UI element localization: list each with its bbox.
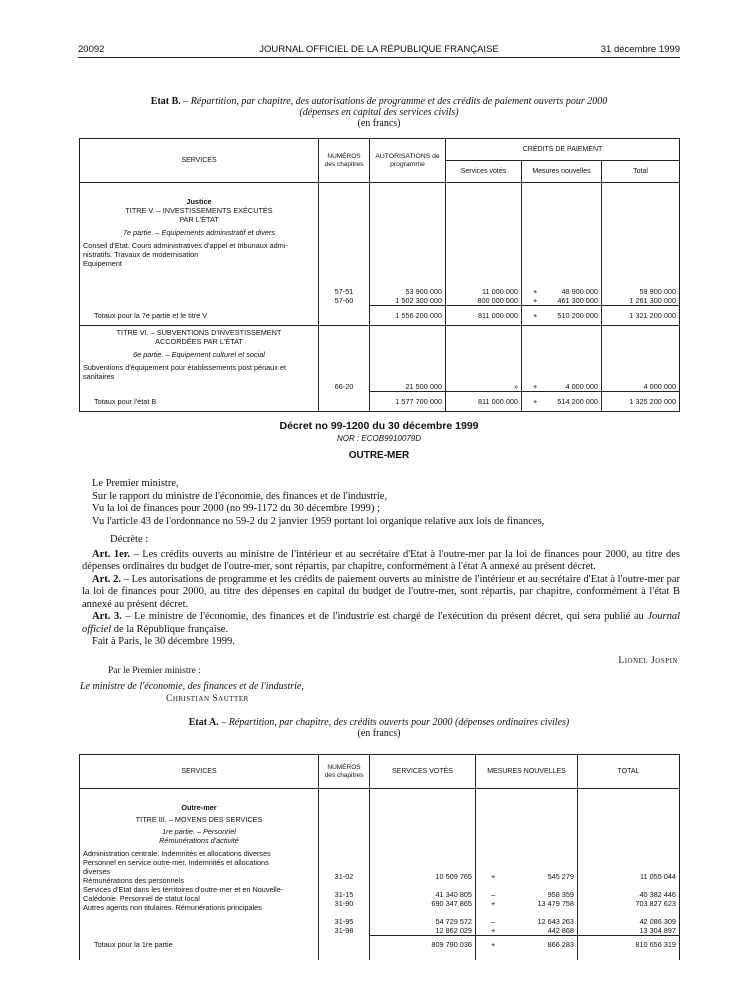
row3-mn: 4 000 000 — [565, 382, 598, 391]
row-a3-mn: 13 479 758 — [537, 899, 574, 908]
row1-label-2: nistratifs. Travaux de modernisation — [83, 250, 199, 259]
titre-v-line1: TITRE V. – INVESTISSEMENTS EXÉCUTÉS — [125, 206, 273, 215]
col-mesures-nouvelles: Mesures nouvelles — [522, 161, 602, 183]
partie-7: 7e partie. – Equipements administratif et divers — [122, 228, 276, 237]
row1-auth: 53 900 000 — [405, 287, 442, 296]
row-a2-total: 40 382 446 — [639, 890, 676, 899]
titre-v-line2: PAR L'ÉTAT — [179, 215, 219, 224]
row1-total: 59 900 000 — [639, 287, 677, 296]
row1-sv: 11 000 000 — [482, 287, 518, 296]
journal-title: JOURNAL OFFICIEL DE LA RÉPUBLIQUE FRANÇAISE — [259, 44, 499, 55]
art3-text-c: de la République française. — [111, 623, 229, 635]
col-services-votes: Services votés — [446, 161, 522, 183]
section-title: Outre-mer — [181, 803, 217, 812]
tot1-label: Totaux pour la 1re partie — [94, 939, 173, 949]
row3-label-2: sanitaires — [83, 372, 115, 381]
col-total: Total — [602, 161, 680, 183]
etat-b-caption-line2: (dépenses en capital des services civils) — [299, 107, 459, 118]
col-numeros: NUMÉROS des chapitres — [319, 755, 370, 789]
row1-mn: 48 900 000 — [561, 287, 598, 296]
row2-sv: 800 000 000 — [477, 296, 518, 305]
decret-p1: Le Premier ministre, — [92, 478, 179, 489]
row3-sv: » — [513, 382, 518, 391]
row-a2-label-2: diverses — [83, 867, 111, 876]
row-a2-label-1: Personnel en service outre-mer. Indemnités et allocations — [83, 858, 269, 867]
table-row — [80, 392, 680, 412]
titre-vi-line1: TITRE VI. – SUBVENTIONS D'INVESTISSEMENT — [116, 328, 282, 337]
row-a4-mn: 12 643 263 — [537, 917, 574, 926]
row-a4-label-1: Services d'Etat dans les territoires d'outre-mer et en Nouvelle- — [83, 885, 284, 894]
col-credits: CRÉDITS DE PAIEMENT — [446, 139, 680, 161]
par-le-premier-ministre: Par le Premier ministre : — [108, 666, 201, 676]
totb-auth: 1 577 700 000 — [395, 397, 442, 406]
art-1 — [82, 549, 680, 574]
col-services: SERVICES — [80, 139, 319, 183]
etat-a-caption-line2: (en francs) — [357, 728, 401, 739]
row-a1-mn: 545 279 — [547, 872, 574, 881]
ministre-name: Christian Sautter — [166, 694, 249, 704]
row-a4-sign: – — [491, 917, 496, 926]
row-a5-mn: 442 868 — [547, 926, 574, 935]
tot1-sv: 809 790 036 — [431, 940, 472, 949]
table-row — [80, 789, 680, 936]
row2-label: Equipement — [83, 259, 122, 268]
col-mesures-nouvelles: MESURES NOUVELLES — [476, 755, 578, 789]
decret-p3: Vu la loi de finances pour 2000 (no 99-1172 du 30 décembre 1999) ; — [92, 503, 380, 514]
col-total: TOTAL — [578, 755, 680, 789]
decret-decrete: Décrète : — [110, 534, 149, 545]
row-a4-sv: 54 729 572 — [435, 917, 472, 926]
etat-a-caption-line1: – Répartition, par chapitre, des crédits ouverts pour 2000 (dépenses ordinaires civiles) — [218, 717, 570, 728]
page-number: 20092 — [78, 44, 105, 55]
row-a3-chap: 31-90 — [334, 899, 354, 908]
tot7-label: Totaux pour la 7e partie et le titre V — [94, 310, 208, 320]
tot7-sv: 811 000 000 — [477, 311, 518, 320]
etat-b-caption-line1: – Répartition, par chapitre, des autorisations de programme et des crédits de paiement ouverts pour 2000 — [180, 96, 608, 107]
decret-body — [82, 478, 680, 649]
decret-p4: Vu l'article 43 de l'ordonnance no 59-2 du 2 janvier 1959 portant loi organique relative aux lois de finances, — [92, 515, 545, 527]
table-row — [80, 326, 680, 392]
row3-label-1: Subventions d'équipement pour établissements post pénaux et — [83, 363, 287, 372]
row2-chap: 57-60 — [334, 296, 354, 305]
decret-p2: Sur le rapport du ministre de l'économie, des finances et de l'industrie, — [92, 490, 388, 502]
signature-pm: Lionel Jospin — [618, 656, 678, 666]
decret-heading: OUTRE-MER — [348, 450, 410, 461]
etat-a-label: Etat A. — [188, 717, 219, 728]
row-a1-total: 11 055 044 — [640, 872, 676, 881]
art1-text: – Les crédits ouverts au ministre de l'intérieur et au secrétaire d'Etat à l'outre-mer par la loi de finances pour 2000, au titre des dépenses ordinaires du budget de l'outre-mer, sont répartis, par chapitre, conformément à l'état A annexé au présent décret. — [82, 548, 680, 572]
row-a4-chap: 31-95 — [334, 917, 354, 926]
row-a3-sv: 690 347 865 — [431, 899, 472, 908]
row3-total: 4 000 000 — [643, 382, 677, 391]
row3-chap: 66-20 — [334, 382, 354, 391]
row1-label-1: Conseil d'Etat. Cours administratives d'appel et tribunaux admi- — [83, 241, 288, 250]
row-a4-label-2: Calédonie. Personnel de statut local — [83, 894, 200, 903]
row-a5-sv: 12 862 029 — [435, 926, 472, 935]
tot7-total: 1 321 200 000 — [629, 311, 677, 320]
decret-title: Décret no 99-1200 du 30 décembre 1999 — [279, 420, 479, 432]
tot1-mn: 866 283 — [547, 940, 574, 949]
header-rule — [78, 57, 680, 58]
row-a4-total: 42 086 309 — [639, 917, 676, 926]
row-a2-sv: 41 340 805 — [435, 890, 472, 899]
row2-auth: 1 502 300 000 — [395, 296, 442, 305]
art3-text-a: – Le ministre de l'économie, des finances et de l'industrie est chargé de l'exécution du présent décret, qui sera publié au — [121, 611, 648, 622]
row-a5-sign: + — [491, 926, 496, 935]
row-a5-total: 13 304 897 — [639, 926, 676, 935]
row-a1-sign: + — [491, 872, 496, 881]
etat-a-caption — [80, 717, 678, 739]
etat-b-caption-line3: (en francs) — [357, 118, 401, 129]
titre-vi-line2: ACCORDÉES PAR L'ÉTAT — [155, 337, 243, 346]
row-a5-label: Autres agents non titulaires. Rémunérations principales — [83, 903, 262, 912]
table-row — [80, 183, 680, 306]
totb-sign: + — [533, 397, 538, 406]
section-title: Justice — [186, 197, 212, 206]
row-a1-chap: 31-02 — [334, 872, 354, 881]
decret-fait: Fait à Paris, le 30 décembre 1999. — [92, 636, 235, 647]
row1-chap: 57-51 — [334, 287, 354, 296]
table-row — [80, 306, 680, 326]
row-a3-label: Rémunérations des personnels — [83, 876, 184, 885]
row-a5-chap: 31-98 — [334, 926, 354, 935]
row-a3-total: 703 827 623 — [635, 899, 676, 908]
tot1-sign: + — [491, 940, 496, 949]
tot1-total: 810 656 319 — [635, 940, 676, 949]
row-a1-label: Administration centrale. Indemnités et allocations diverses — [83, 849, 271, 858]
tot7-sign: + — [533, 311, 538, 320]
decret-nor: NOR : ECOB9910079D — [336, 434, 422, 443]
etat-b-table — [79, 138, 680, 412]
row-a2-mn: 958 359 — [547, 890, 574, 899]
totb-label: Totaux pour l'état B — [94, 396, 157, 406]
totb-total: 1 325 200 000 — [629, 397, 677, 406]
art1-label: Art. 1er. — [92, 548, 131, 560]
etat-b-label: Etat B. — [150, 96, 181, 107]
titre-iii: TITRE III. – MOYENS DES SERVICES — [135, 815, 263, 824]
col-services-votes: SERVICES VOTÉS — [370, 755, 476, 789]
row1-sign: + — [533, 287, 538, 296]
row3-sign: + — [533, 382, 538, 391]
row-a2-chap: 31-15 — [334, 890, 354, 899]
totb-sv: 811 000 000 — [477, 397, 518, 406]
art2-text: – Les autorisations de programme et les crédits de paiement ouverts au ministre de l'intérieur et au secrétaire d'Etat à l'outre-mer par la loi de finances pour 2000, au titre des dépenses en capital du budget de l'outre-mer, sont répartis, par chapitre, conformément à l'état B annexé au présent décret. — [82, 573, 680, 610]
partie-6: 6e partie. – Equipement culturel et social — [133, 350, 265, 359]
row-a1-sv: 10 509 765 — [435, 872, 472, 881]
tot7-auth: 1 556 200 000 — [395, 311, 442, 320]
row-a2-sign: – — [491, 890, 496, 899]
issue-date: 31 décembre 1999 — [600, 44, 680, 55]
row-a3-sign: + — [491, 899, 496, 908]
art-2 — [82, 574, 680, 612]
col-autorisations: AUTORISATIONS de programme — [370, 139, 446, 183]
etat-b-caption — [80, 96, 678, 129]
row2-sign: + — [533, 296, 538, 305]
etat-a-table — [79, 754, 680, 960]
ministre-title: Le ministre de l'économie, des finances et de l'industrie, — [80, 681, 304, 692]
row2-mn: 461 300 000 — [557, 296, 598, 305]
tot7-mn: 510 200 000 — [557, 311, 598, 320]
col-numeros: NUMÉROS des chapitres — [319, 139, 370, 183]
art-3 — [82, 611, 680, 636]
row3-auth: 21 500 000 — [405, 382, 442, 391]
art3-text-b: Journal officiel — [82, 611, 680, 635]
remunerations: Rémunérations d'activité — [159, 836, 239, 845]
row2-total: 1 261 300 000 — [629, 296, 677, 305]
totb-mn: 514 200 000 — [557, 397, 598, 406]
art3-label: Art. 3. — [92, 611, 122, 622]
art2-label: Art. 2. — [92, 573, 121, 585]
partie-1: 1re partie. – Personnel — [162, 827, 236, 836]
col-services: SERVICES — [80, 755, 319, 789]
table-row — [80, 936, 680, 960]
page-header — [78, 44, 680, 58]
